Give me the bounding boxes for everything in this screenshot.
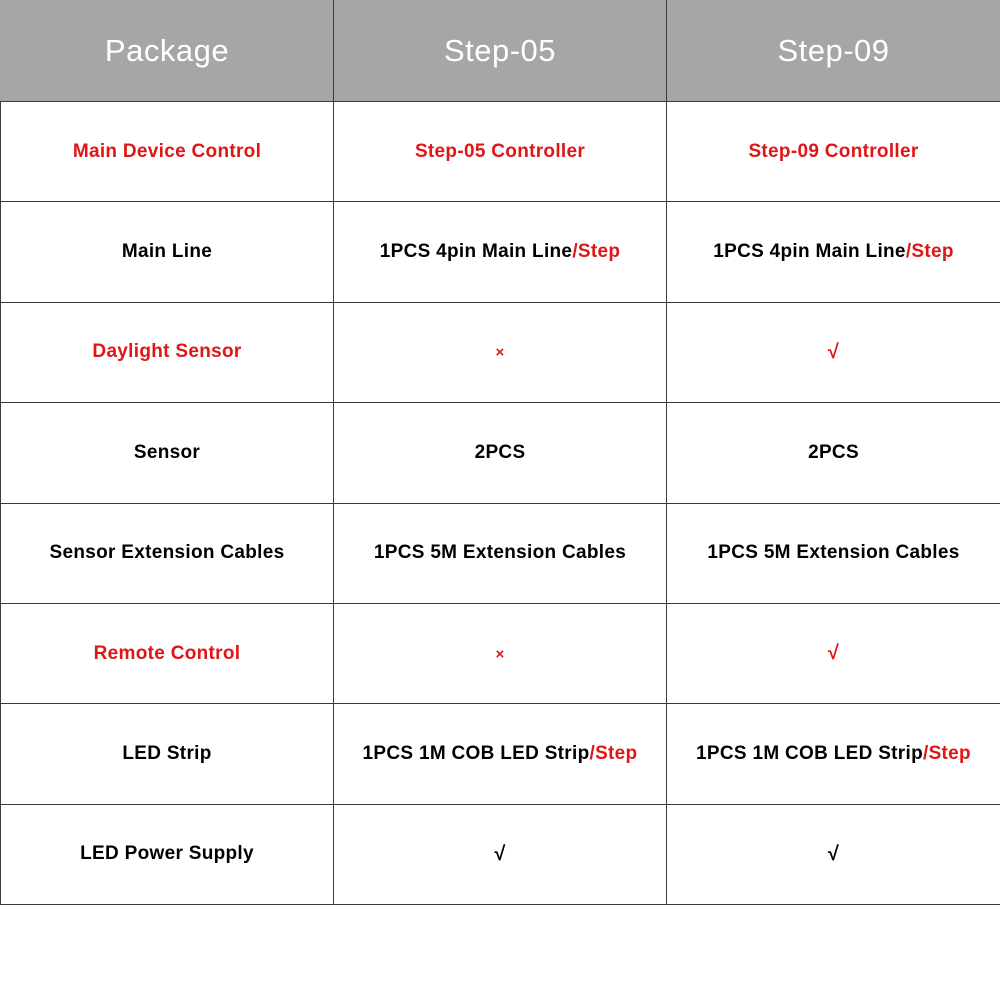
table-row	[1, 704, 1000, 804]
cell-suffix: /Step	[923, 742, 971, 764]
header-package: Package	[1, 1, 334, 102]
table-row	[1, 603, 1000, 703]
row-label-led-strip: LED Strip	[1, 704, 334, 804]
cell-text: 1PCS 1M COB LED Strip	[696, 742, 923, 764]
table-row	[1, 503, 1000, 603]
cell-step05-main-line	[334, 202, 667, 302]
cell-step05-led-power-supply	[334, 804, 667, 904]
row-label-sensor: Sensor	[1, 403, 334, 503]
header-row	[1, 1, 1000, 102]
cell-step09-main-line	[667, 202, 1000, 302]
cell-step09-daylight-sensor	[667, 302, 1000, 402]
cell-step05-sensor-extension-cables: 1PCS 5M Extension Cables	[334, 503, 667, 603]
cell-step05-daylight-sensor	[334, 302, 667, 402]
cell-text: 1PCS 4pin Main Line	[713, 241, 906, 263]
cell-suffix: /Step	[589, 742, 638, 764]
cell-step09-remote-control	[667, 603, 1000, 703]
table-row	[1, 302, 1000, 402]
check-icon: √	[827, 642, 840, 665]
cell-step05-sensor: 2PCS	[334, 403, 667, 503]
cross-icon: ×	[495, 645, 505, 663]
cell-step09-main-device-control: Step-09 Controller	[667, 102, 1000, 202]
header-step-09: Step-09	[667, 1, 1000, 102]
cell-step05-led-strip	[334, 704, 667, 804]
row-label-remote-control: Remote Control	[1, 603, 334, 703]
header-step-05: Step-05	[334, 1, 667, 102]
row-label-led-power-supply: LED Power Supply	[1, 804, 334, 904]
cell-text: 1PCS 4pin Main Line	[379, 241, 573, 263]
check-icon: √	[494, 842, 506, 865]
cell-step09-led-power-supply	[667, 804, 1000, 904]
cell-suffix: /Step	[572, 241, 621, 263]
cell-step05-remote-control	[334, 603, 667, 703]
cell-step09-led-strip	[667, 704, 1000, 804]
row-label-main-device-control: Main Device Control	[1, 102, 334, 202]
row-label-main-line: Main Line	[1, 202, 334, 302]
cross-icon: ×	[495, 344, 505, 362]
table-row	[1, 102, 1000, 202]
row-label-daylight-sensor: Daylight Sensor	[1, 302, 334, 402]
table-row	[1, 202, 1000, 302]
check-icon: √	[827, 842, 840, 865]
cell-suffix: /Step	[905, 241, 954, 263]
table-row	[1, 403, 1000, 503]
cell-step09-sensor-extension-cables: 1PCS 5M Extension Cables	[667, 503, 1000, 603]
check-icon: √	[827, 340, 840, 363]
cell-text: 1PCS 1M COB LED Strip	[362, 742, 590, 764]
cell-step05-main-device-control: Step-05 Controller	[334, 102, 667, 202]
cell-step09-sensor: 2PCS	[667, 403, 1000, 503]
table-row	[1, 804, 1000, 904]
row-label-sensor-extension-cables: Sensor Extension Cables	[1, 503, 334, 603]
